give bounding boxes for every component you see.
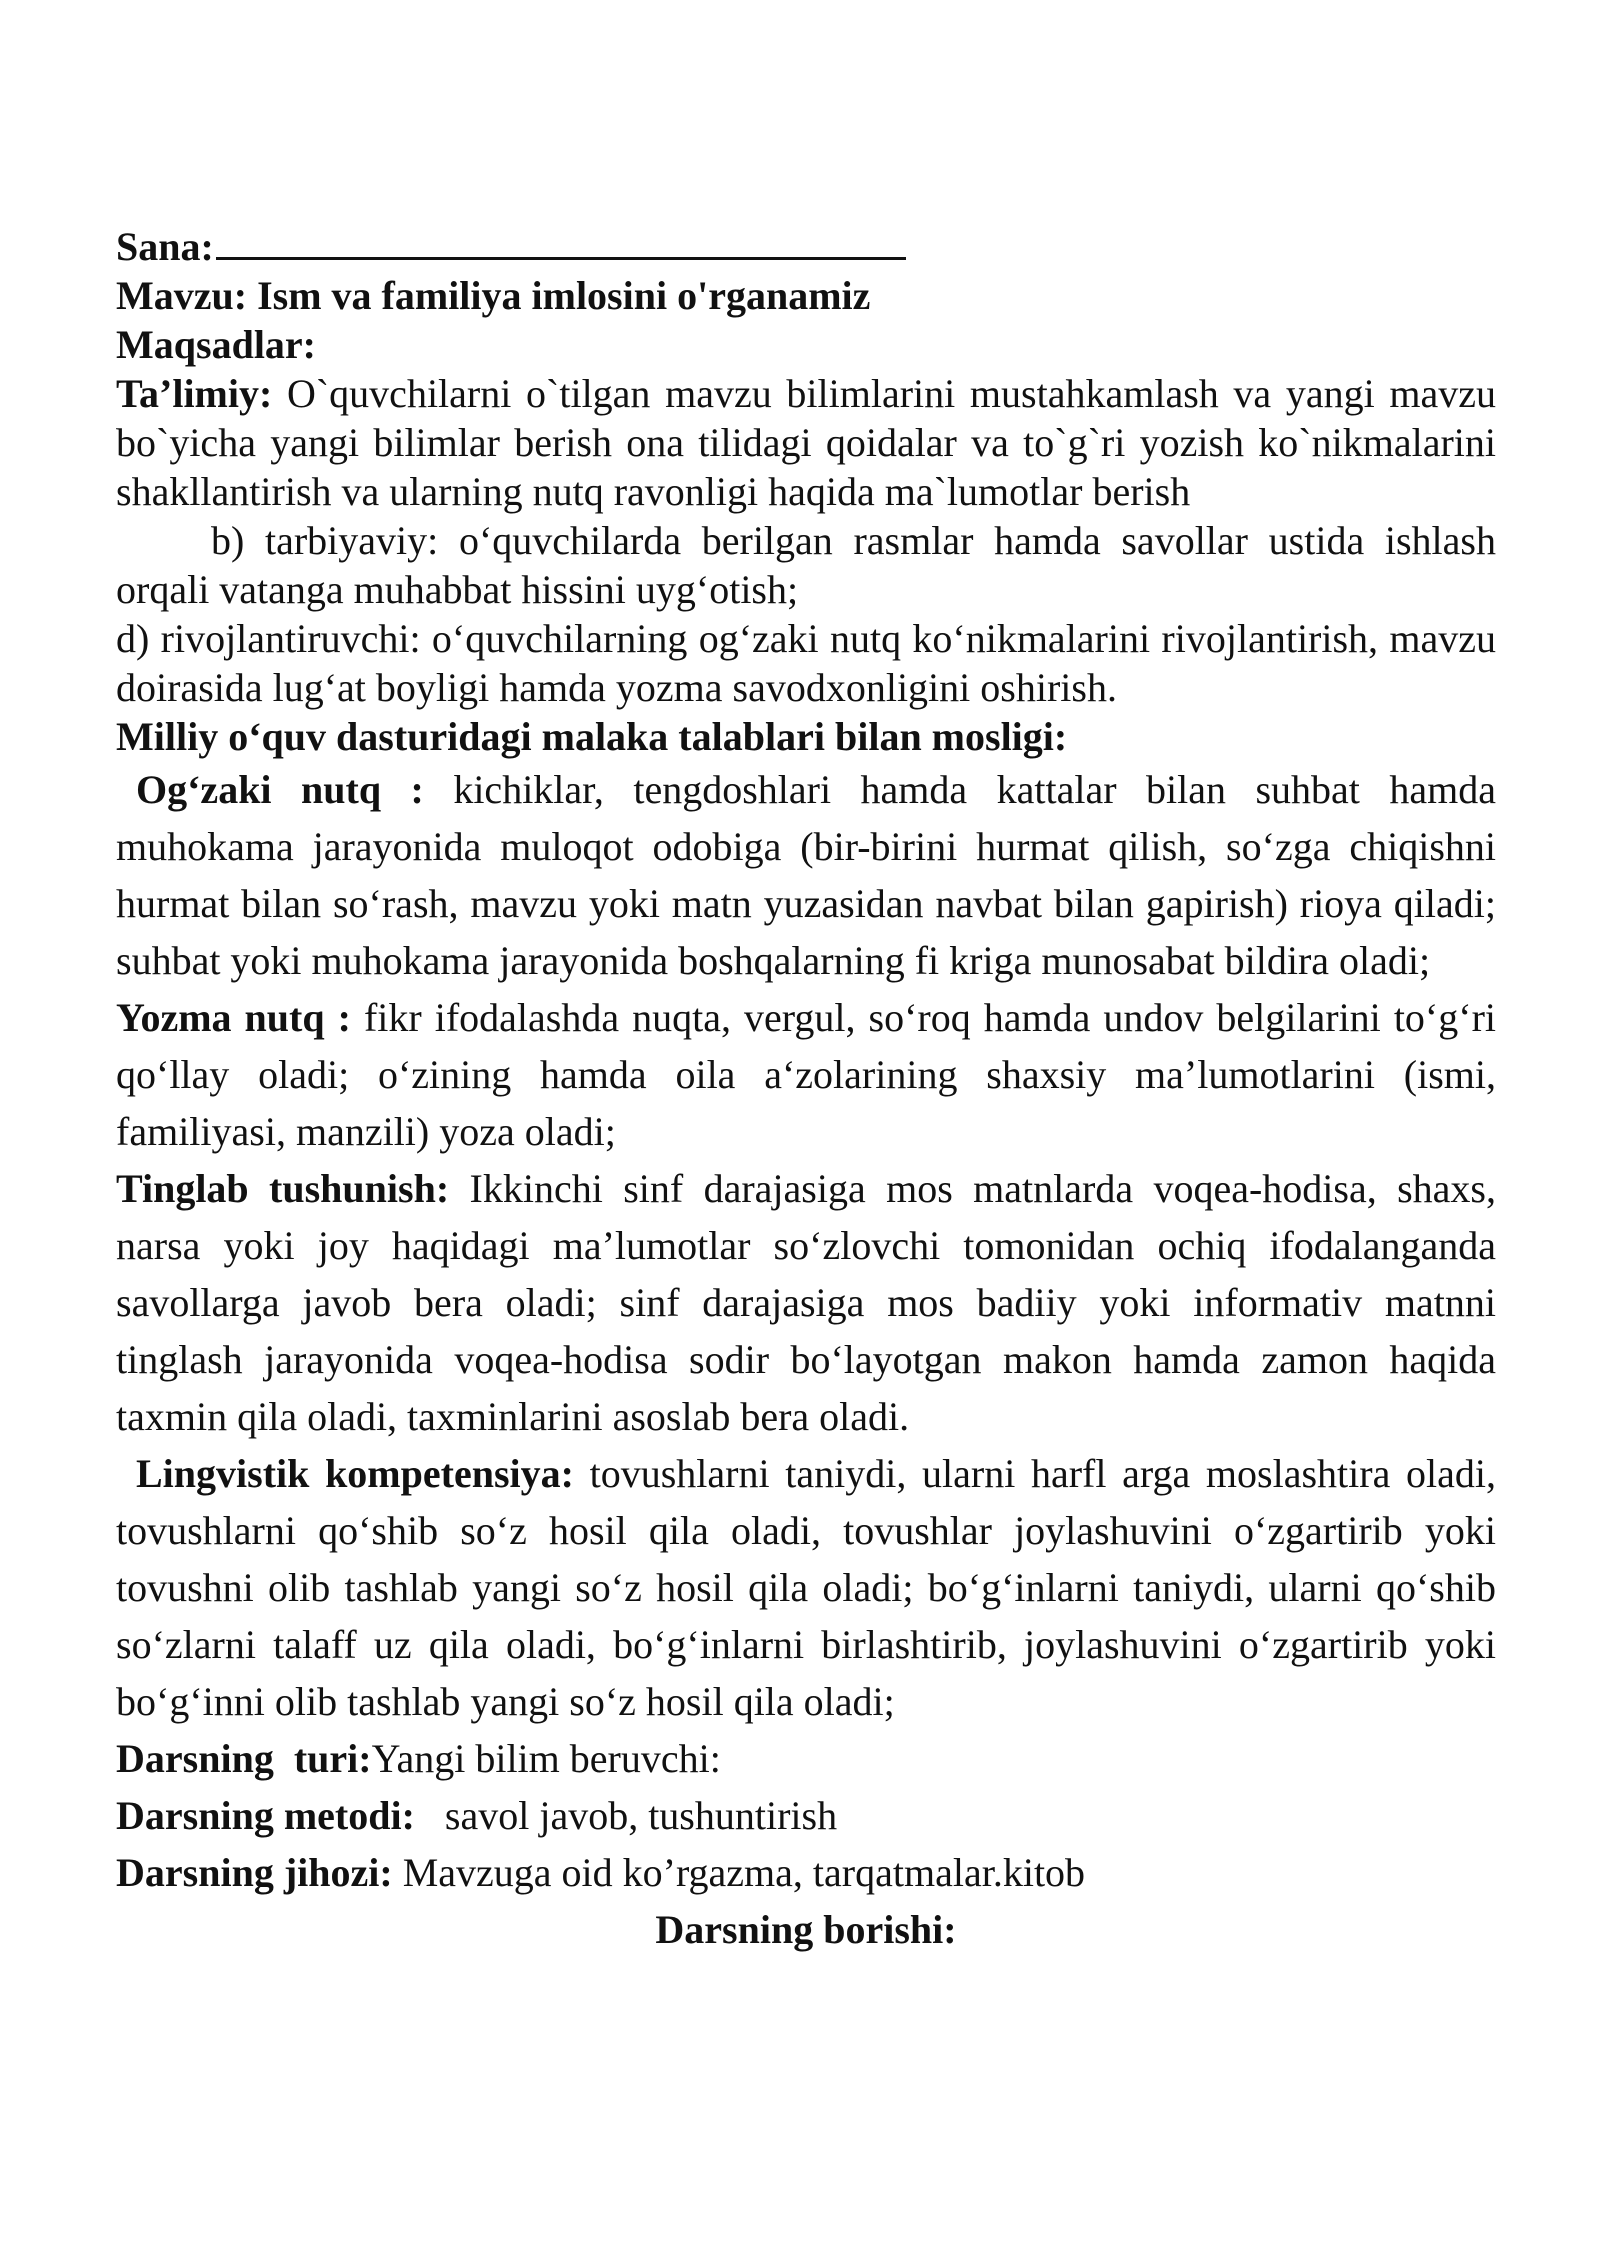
developmental-goal: d) rivojlantiruvchi: o‘quvchilarning og‘zaki nutq ko‘nikmalarini rivojlantirish, mavzu doirasida lug‘at boyligi hamda yozma savodxonligini oshirish. (116, 616, 1496, 710)
linguistic-section (116, 1445, 1496, 1730)
lesson-method-text: savol javob, tushuntirish (414, 1793, 838, 1838)
oral-speech-text: kichiklar, tengdoshlari hamda kattalar bilan suhbat hamda muhokama jarayonida muloqot odobiga (bir-birini hurmat qilish, so‘zga chiqishni hurmat bilan so‘rash, mavzu yoki matn yuzasidan navbat bilan gapirish) rioya qiladi; suhbat yoki muhokama jarayonida boshqalarning fi kriga munosabat bildira oladi; (116, 767, 1496, 983)
goals-heading: Maqsadlar: (116, 322, 316, 367)
lesson-equipment (116, 1844, 1496, 1901)
linguistic-text: tovushlarni taniydi, ularni harfl arga moslashtira oladi, tovushlarni qo‘shib so‘z hosil qila oladi, tovushlar joylashuvini o‘zgartirib yoki tovushni olib tashlab yangi so‘z hosil qila oladi; bo‘g‘inlarni taniydi, ularni qo‘shib so‘zlarni talaff uz qila oladi, bo‘g‘inlarni birlashtirib, joylashuvini o‘zgartirib yoki bo‘g‘inni olib tashlab yangi so‘z hosil qila oladi; (116, 1451, 1496, 1724)
written-speech-label: Yozma nutq : (116, 995, 351, 1040)
topic-heading: Mavzu: Ism va familiya imlosini o'rganamiz (116, 273, 871, 318)
lesson-flow-heading: Darsning borishi: (655, 1907, 957, 1952)
oral-speech-section (116, 761, 1496, 989)
educational-goal-text: O`quvchilarni o`tilgan mavzu bilimlarini mustahkamlash va yangi mavzu bo`yicha yangi bilimlar berish ona tilidagi qoidalar va to`g`ri yozish ko`nikmalarini shakllantirish va ularning nutq ravonligi haqida ma`lumotlar berish (116, 371, 1496, 514)
lesson-type (116, 1730, 1496, 1787)
educational-goal (116, 369, 1496, 516)
oral-speech-label: Og‘zaki nutq : (136, 767, 424, 812)
written-speech-section (116, 989, 1496, 1160)
date-blank-underline (216, 225, 906, 260)
lesson-equipment-label: Darsning jihozi: (116, 1850, 393, 1895)
listening-section (116, 1160, 1496, 1445)
lesson-method (116, 1787, 1496, 1844)
lesson-type-text: Yangi bilim beruvchi: (371, 1736, 721, 1781)
standards-heading: Milliy o‘quv dasturidagi malaka talablari bilan mosligi: (116, 714, 1068, 759)
listening-label: Tinglab tushunish: (116, 1166, 450, 1211)
lesson-type-label: Darsning turi: (116, 1736, 372, 1781)
date-label: Sana: (116, 224, 214, 269)
date-line (116, 222, 1496, 271)
linguistic-label: Lingvistik kompetensiya: (136, 1451, 574, 1496)
lesson-method-label: Darsning metodi: (116, 1793, 415, 1838)
lesson-equipment-text: Mavzuga oid ko’rgazma, tarqatmalar.kitob (392, 1850, 1086, 1895)
lesson-plan-document (116, 222, 1496, 1958)
educational-goal-label: Ta’limiy: (116, 371, 273, 416)
written-speech-text: fikr ifodalashda nuqta, vergul, so‘roq hamda undov belgilarini to‘g‘ri qo‘llay oladi; o‘zining hamda oila a‘zolarining shaxsiy ma’lumotlarini (ismi, familiyasi, manzili) yoza oladi; (116, 995, 1497, 1154)
upbringing-goal: b) tarbiyaviy: o‘quvchilarda berilgan rasmlar hamda savollar ustida ishlash orqali vatanga muhabbat hissini uyg‘otish; (116, 518, 1496, 612)
listening-text: Ikkinchi sinf darajasiga mos matnlarda voqea-hodisa, shaxs, narsa yoki joy haqidagi ma’lumotlar so‘zlovchi tomonidan ochiq ifodalanganda savollarga javob bera oladi; sinf darajasiga mos badiiy yoki informativ matnni tinglash jarayonida voqea-hodisa sodir bo‘layotgan makon hamda zamon haqida taxmin qila oladi, taxminlarini asoslab bera oladi. (116, 1166, 1496, 1439)
